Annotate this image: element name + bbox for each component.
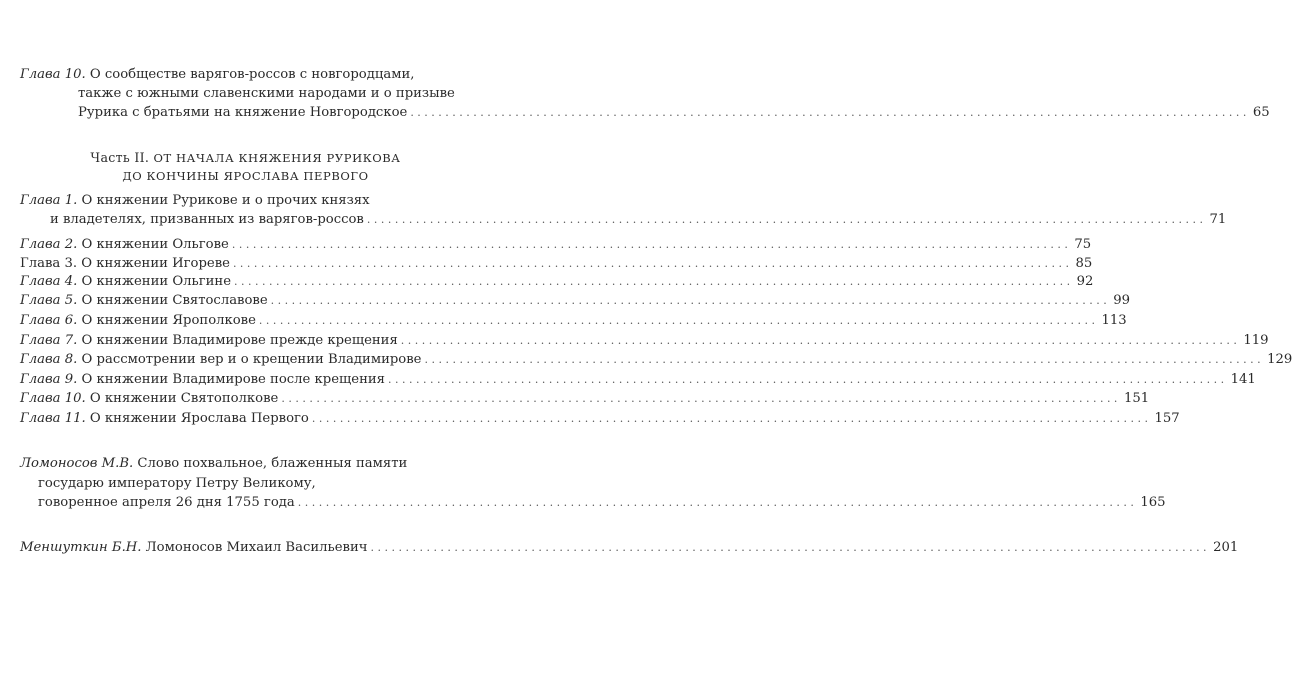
page-number: 141 [1230, 372, 1256, 387]
leader-dots: ........................................................................................................................ [297, 496, 1138, 509]
toc-entry-ch2 [20, 237, 1092, 253]
toc-entry-ch5 [20, 293, 1131, 309]
chapter-title-line: Рурика с братьями на княжение Новгородское [78, 105, 408, 120]
chapter-title-line: также с южными славенскими народами и о призыве [78, 86, 455, 101]
chapter-title: О княжении Святославове [81, 293, 268, 308]
chapter-label: Глава 9. [20, 372, 78, 387]
page-number: 71 [1209, 212, 1227, 227]
page-number: 85 [1075, 256, 1093, 271]
part-heading-line2: ДО КОНЧИНЫ ЯРОСЛАВА ПЕРВОГО [122, 169, 369, 183]
chapter-title-line: О сообществе варягов-россов с новгородцами, [89, 67, 415, 82]
page-number: 65 [1252, 105, 1270, 120]
work-title-line: говоренное апреля 26 дня 1755 года [38, 495, 295, 510]
leader-dots: ........................................................................................................................ [388, 373, 1228, 386]
part-title: ОТ НАЧАЛА КНЯЖЕНИЯ РУРИКОВА [153, 151, 401, 165]
page-number: 113 [1101, 313, 1127, 328]
chapter-label: Глава 5. [20, 293, 78, 308]
chapter-label: Глава 2. [20, 237, 78, 252]
toc-entry-part1-ch10-line1 [20, 67, 414, 83]
toc-entry-lomonosov-line3 [38, 495, 1166, 511]
page-number: 165 [1140, 495, 1166, 510]
page-number: 119 [1243, 333, 1269, 348]
page-number: 201 [1213, 540, 1239, 555]
work-title-line: государю императору Петру Великому, [38, 476, 316, 491]
author-name: Меншуткин Б.Н. [20, 540, 142, 555]
chapter-title: О княжении Святополкове [89, 391, 279, 406]
toc-entry-lomonosov-line2 [38, 476, 316, 492]
toc-entry-ch11 [20, 411, 1180, 427]
page-number: 92 [1076, 274, 1094, 289]
toc-entry-ch1-line2 [50, 212, 1227, 228]
chapter-label: Глава 6. [20, 313, 78, 328]
chapter-title: О княжении Владимирове после крещения [81, 372, 385, 387]
toc-entry-part1-ch10-line2 [78, 86, 455, 102]
chapter-label: Глава 4. [20, 274, 78, 289]
leader-dots: ........................................................................................................................ [400, 334, 1241, 347]
chapter-title-line: и владетелях, призванных из варягов-россов [50, 212, 364, 227]
leader-dots: ........................................................................................................................ [410, 106, 1250, 119]
leader-dots: ........................................................................................................................ [311, 412, 1152, 425]
page-number: 151 [1123, 391, 1150, 406]
work-title: Ломоносов Михаил Васильевич [145, 540, 368, 555]
leader-dots: ........................................................................................................................ [231, 238, 1072, 251]
work-title-line: Слово похвальное, блаженныя памяти [137, 456, 408, 471]
toc-entry-ch4 [20, 274, 1094, 290]
leader-dots: ........................................................................................................................ [424, 353, 1265, 366]
chapter-title: О княжении Ольгове [81, 237, 229, 252]
page-number: 99 [1113, 293, 1131, 308]
toc-entry-ch6 [20, 313, 1127, 329]
toc-entry-menshutkin [20, 540, 1239, 556]
part-label: Часть II. [90, 150, 150, 165]
toc-entry-ch8 [20, 352, 1292, 368]
toc-entry-ch9 [20, 372, 1256, 388]
leader-dots: ........................................................................................................................ [270, 294, 1111, 307]
chapter-title: О княжении Игореве [81, 256, 230, 271]
toc-entry-ch7 [20, 333, 1269, 349]
toc-entry-ch3 [20, 256, 1093, 272]
chapter-title: О рассмотрении вер и о крещении Владимирове [81, 352, 422, 367]
toc-entry-ch1-line1 [20, 193, 370, 209]
leader-dots: ........................................................................................................................ [370, 541, 1211, 554]
chapter-title: О княжении Рурикове и о прочих князях [81, 193, 370, 208]
chapter-label: Глава 8. [20, 352, 78, 367]
leader-dots: ........................................................................................................................ [232, 257, 1073, 270]
chapter-title: О княжении Ольгине [81, 274, 232, 289]
toc-entry-ch10 [20, 391, 1150, 407]
chapter-label: Глава 11. [20, 411, 86, 426]
chapter-label: Глава 7. [20, 333, 78, 348]
chapter-label: Глава 10. [20, 391, 86, 406]
part-heading-line1 [0, 150, 491, 166]
page-number: 157 [1154, 411, 1180, 426]
toc-entry-lomonosov-line1 [20, 456, 407, 472]
chapter-label: Глава 3. [20, 256, 78, 271]
leader-dots: ........................................................................................................................ [281, 392, 1121, 405]
page-number: 75 [1074, 237, 1092, 252]
chapter-label: Глава 1. [20, 193, 78, 208]
page-number: 129 [1267, 352, 1292, 367]
leader-dots: ........................................................................................................................ [258, 314, 1099, 327]
chapter-label: Глава 10. [20, 67, 86, 82]
toc-entry-part1-ch10-line3 [78, 105, 1270, 121]
leader-dots: ........................................................................................................................ [234, 275, 1074, 288]
chapter-title: О княжении Владимирове прежде крещения [81, 333, 398, 348]
leader-dots: ........................................................................................................................ [366, 213, 1207, 226]
author-name: Ломоносов М.В. [20, 456, 134, 471]
chapter-title: О княжении Ярополкове [81, 313, 256, 328]
chapter-title: О княжении Ярослава Первого [89, 411, 309, 426]
